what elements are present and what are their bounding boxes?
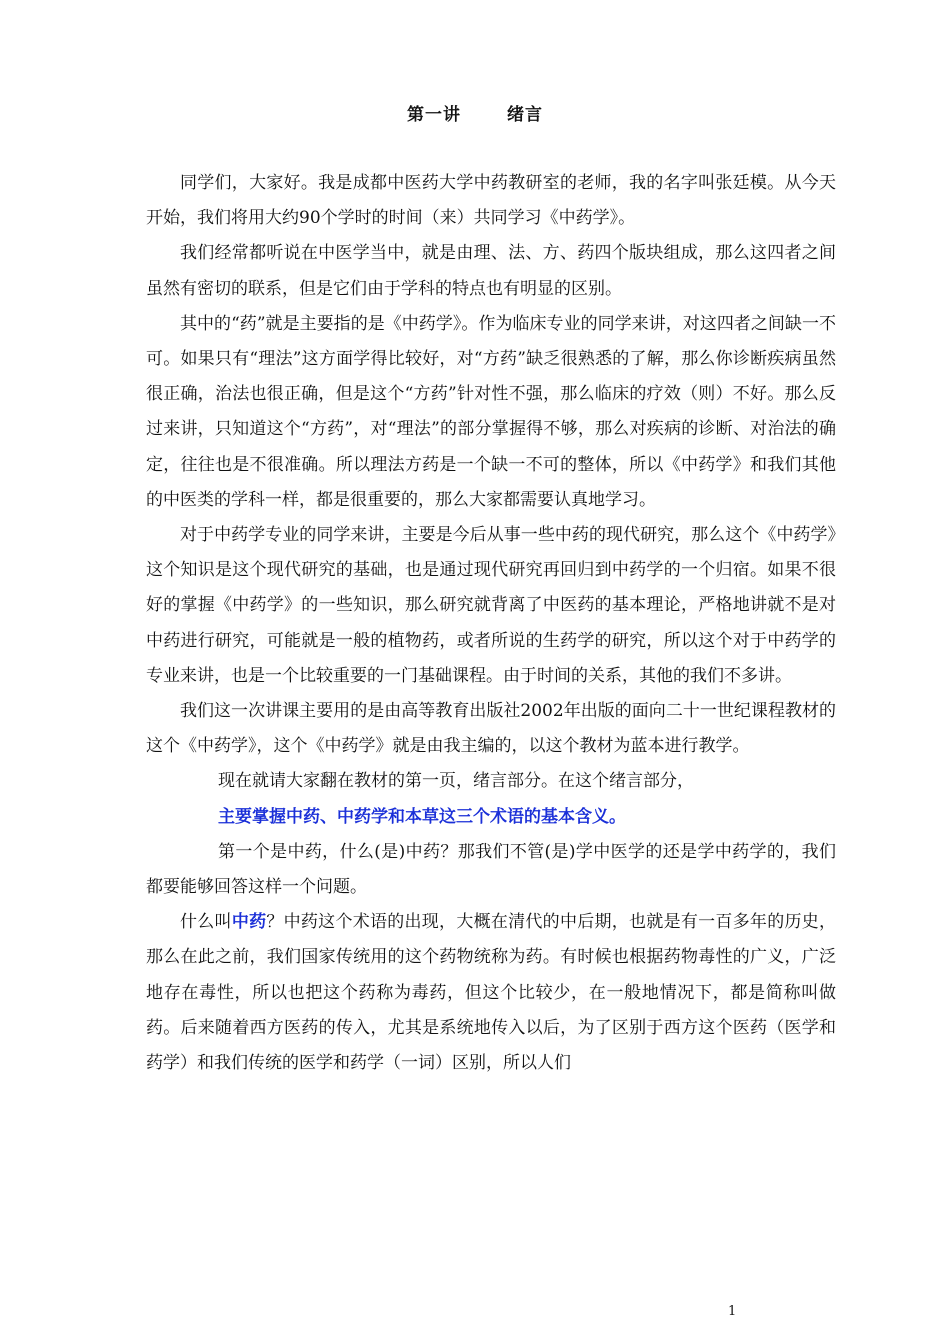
paragraph-first-term: 第一个是中药，什么(是)中药？那我们不管(是)学中医学的还是学中药学的，我们都要能够回答这样一个问题。 (146, 841, 836, 898)
paragraph-textbook: 我们这一次讲课主要用的是由高等教育出版社2002年出版的面向二十一世纪课程教材的这个《中药学》，这个《中药学》就是由我主编的，以这个教材为蓝本进行教学。 (146, 701, 836, 757)
title-lecture: 第一讲 (407, 105, 461, 125)
paragraph-definition (146, 905, 836, 1081)
document-body (146, 166, 836, 1081)
page-number: 1 (728, 1304, 737, 1319)
paragraph-four-parts: 我们经常都听说在中医学当中，就是由理、法、方、药四个版块组成，那么这四者之间虽然有密切的联系，但是它们由于学科的特点也有明显的区别。 (146, 243, 836, 299)
paragraph-medicine-role: 其中的“药”就是主要指的是《中药学》。作为临床专业的同学来讲，对这四者之间缺一不可。如果只有“理法”这方面学得比较好，对“方药”缺乏很熟悉的了解，那么你诊断疾病虽然很正确，治法也很正确，但是这个“方药”针对性不强，那么临床的疗效（则）不好。那么反过来讲，只知道这个“方药”，对“理法”的部分掌握得不够，那么对疾病的诊断、对治法的确定，往往也是不很准确。所以理法方药是一个缺一不可的整体，所以《中药学》和我们其他的中医类的学科一样，都是很重要的，那么大家都需要认真地学习。 (146, 313, 836, 510)
definition-prefix: 什么叫 (180, 912, 232, 933)
definition-text: ？中药这个术语的出现，大概在清代的中后期，也就是有一百多年的历史，那么在此之前，我们国家传统用的这个药物统称为药。有时候也根据药物毒性的广义，广泛地存在毒性，所以也把这个药称为毒药，但这个比较少，在一般地情况下，都是简称叫做药。后来随着西方医药的传入，尤其是系统地传入以后，为了区别于西方这个医药（医学和药学）和我们传统的医学和药学（一词）区别，所以人们 (146, 912, 837, 1074)
paragraph-pharmacy-students: 对于中药学专业的同学来讲，主要是今后从事一些中药的现代研究，那么这个《中药学》这个知识是这个现代研究的基础，也是通过现代研究再回归到中药学的一个归宿。如果不很好的掌握《中药学》的一些知识，那么研究就背离了中医药的基本理论，严格地讲就不是对中药进行研究，可能就是一般的植物药，或者所说的生药学的研究，所以这个对于中药学的专业来讲，也是一个比较重要的一门基础课程。由于时间的关系，其他的我们不多讲。 (146, 525, 836, 686)
paragraph-open-textbook: 现在就请大家翻在教材的第一页，绪言部分。在这个绪言部分， (218, 771, 694, 792)
paragraph-key-point: 主要掌握中药、中药学和本草这三个术语的基本含义。 (218, 806, 626, 827)
paragraph-greeting: 同学们，大家好。我是成都中医药大学中药教研室的老师，我的名字叫张廷模。从今天开始，我们将用大约90个学时的时间（来）共同学习《中药学》。 (146, 173, 836, 229)
page-title (0, 100, 950, 125)
title-intro: 绪言 (507, 105, 543, 125)
term-highlight: 中药 (231, 912, 267, 933)
